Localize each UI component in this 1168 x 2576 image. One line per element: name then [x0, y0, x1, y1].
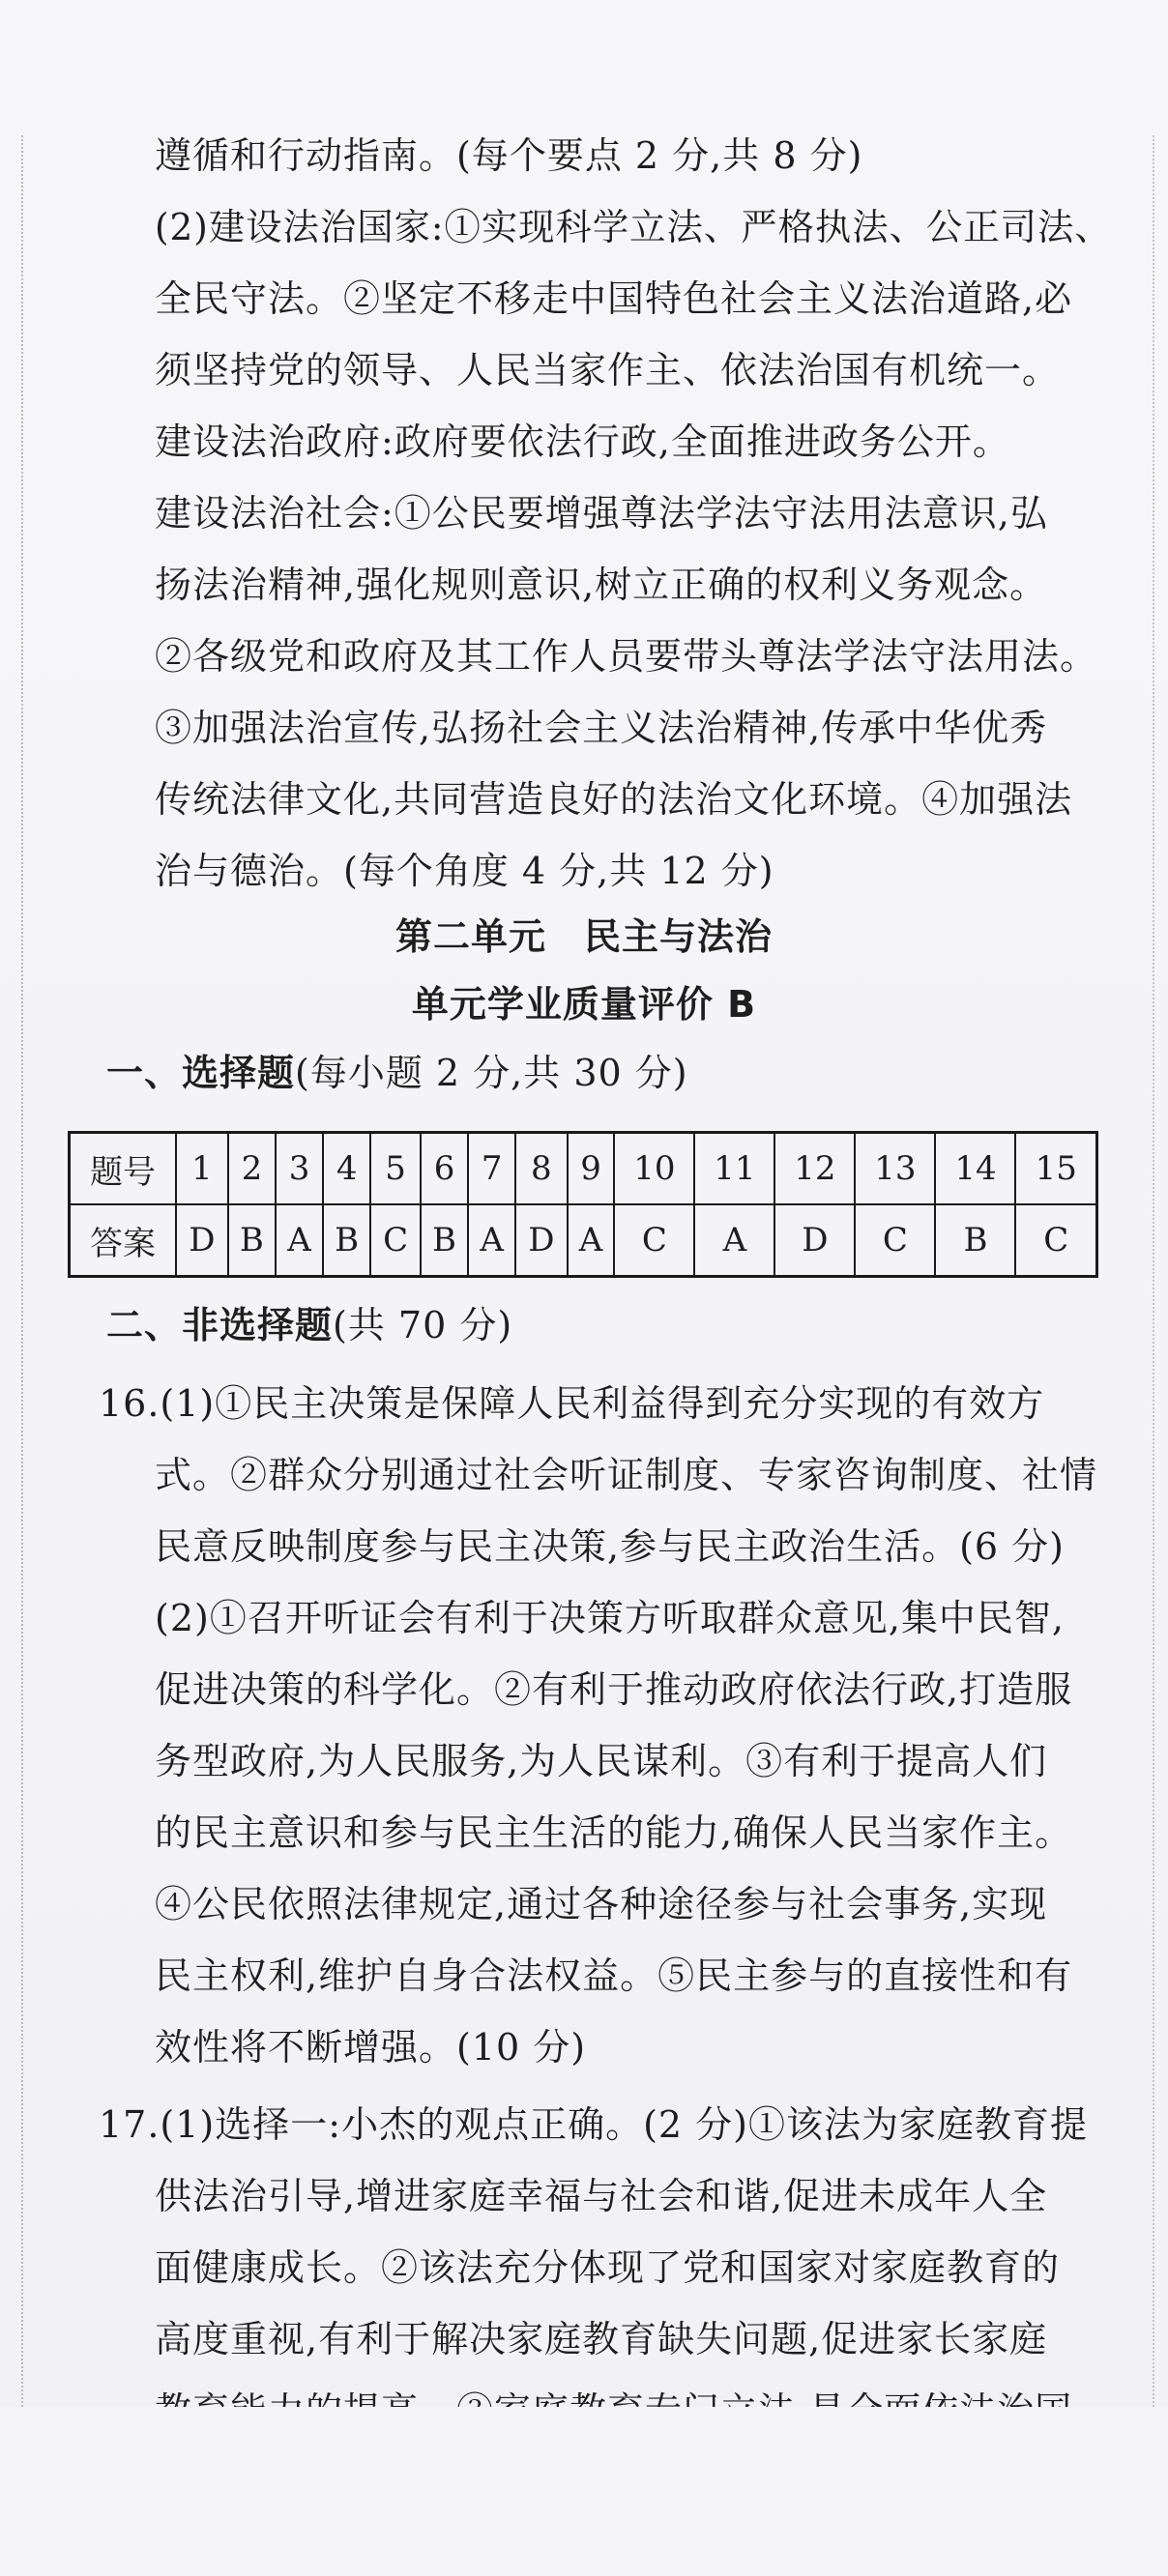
text-line: 效性将不断增强。(10 分) — [155, 2026, 587, 2069]
question-number: 3 — [276, 1133, 323, 1205]
section-2-title: 二、非选择题 — [106, 1304, 334, 1346]
answer-cell: D — [515, 1204, 568, 1277]
section-1-heading — [106, 1050, 688, 1096]
text-line: 16.(1)①民主决策是保障人民利益得到充分实现的有效方 — [99, 1382, 1045, 1425]
text-line: 建设法治政府:政府要依法行政,全面推进政务公开。 — [155, 420, 1010, 463]
answer-cell: A — [276, 1204, 323, 1277]
text-line: 17.(1)选择一:小杰的观点正确。(2 分)①该法为家庭教育提 — [99, 2103, 1088, 2146]
question-number: 5 — [370, 1133, 420, 1205]
answer-cell: A — [568, 1204, 615, 1277]
text-line: 务型政府,为人民服务,为人民谋利。③有利于提高人们 — [155, 1740, 1048, 1782]
text-line: (2)①召开听证会有利于决策方听取群众意见,集中民智, — [155, 1597, 1065, 1639]
text-line: ②各级党和政府及其工作人员要带头尊法学法守法用法。 — [155, 635, 1098, 678]
binding-margin-right — [1153, 135, 1154, 2407]
text-line: 高度重视,有利于解决家庭教育缺失问题,促进家长家庭 — [155, 2318, 1048, 2360]
question-number: 14 — [935, 1133, 1015, 1205]
text-line: 促进决策的科学化。②有利于推动政府依法行政,打造服 — [155, 1668, 1073, 1711]
answer-cell: A — [468, 1204, 515, 1277]
question-number: 12 — [774, 1133, 855, 1205]
text-line: 民主权利,维护自身合法权益。⑤民主参与的直接性和有 — [155, 1954, 1073, 1997]
unit-title: 第二单元 民主与法治 — [394, 915, 773, 958]
answer-cell: C — [370, 1204, 420, 1277]
table-row-numbers — [70, 1133, 1097, 1205]
section-2-note: (共 70 分) — [333, 1304, 513, 1346]
question-number: 9 — [568, 1133, 615, 1205]
question-number: 2 — [228, 1133, 277, 1205]
section-1-note: (每小题 2 分,共 30 分) — [295, 1052, 688, 1094]
section-1-title: 一、选择题 — [106, 1052, 296, 1094]
question-number: 8 — [515, 1133, 568, 1205]
answer-cell: A — [694, 1204, 774, 1277]
answer-cell: B — [935, 1204, 1015, 1277]
row-label-question: 题号 — [70, 1133, 177, 1205]
page-bottom-blank — [0, 2407, 1168, 2576]
text-line: 面健康成长。②该法充分体现了党和国家对家庭教育的 — [155, 2246, 1061, 2289]
text-line: 遵循和行动指南。(每个要点 2 分,共 8 分) — [155, 134, 863, 177]
table-row-answers — [70, 1204, 1097, 1277]
question-number: 15 — [1015, 1133, 1096, 1205]
answer-cell: C — [1015, 1204, 1096, 1277]
text-line: 传统法律文化,共同营造良好的法治文化环境。④加强法 — [155, 778, 1073, 821]
section-2-heading — [106, 1302, 512, 1348]
question-number: 1 — [176, 1133, 228, 1205]
text-line: 的民主意识和参与民主生活的能力,确保人民当家作主。 — [155, 1811, 1073, 1854]
text-line: 须坚持党的领导、人民当家作主、依法治国有机统一。 — [155, 349, 1061, 391]
text-line: 民意反映制度参与民主决策,参与民主政治生活。(6 分) — [155, 1525, 1065, 1568]
evaluation-title: 单元学业质量评价 B — [411, 983, 757, 1026]
text-line: 式。②群众分别通过社会听证制度、专家咨询制度、社情 — [155, 1454, 1098, 1496]
text-line: 治与德治。(每个角度 4 分,共 12 分) — [155, 850, 774, 892]
answer-cell: B — [323, 1204, 371, 1277]
answer-cell: B — [421, 1204, 469, 1277]
question-number: 10 — [614, 1133, 694, 1205]
answer-cell: C — [855, 1204, 935, 1277]
answer-cell: D — [176, 1204, 228, 1277]
question-number: 7 — [468, 1133, 515, 1205]
row-label-answer: 答案 — [70, 1204, 177, 1277]
text-line: (2)建设法治国家:①实现科学立法、严格执法、公正司法、 — [155, 206, 1112, 248]
text-line: ③加强法治宣传,弘扬社会主义法治精神,传承中华优秀 — [155, 707, 1048, 749]
text-line: 建设法治社会:①公民要增强尊法学法守法用法意识,弘 — [155, 492, 1048, 535]
question-number: 13 — [855, 1133, 935, 1205]
text-line: 供法治引导,增进家庭幸福与社会和谐,促进未成年人全 — [155, 2175, 1048, 2217]
question-number: 11 — [694, 1133, 774, 1205]
answer-table — [68, 1131, 1098, 1278]
answer-cell: B — [228, 1204, 277, 1277]
answer-cell: C — [614, 1204, 694, 1277]
question-number: 6 — [421, 1133, 469, 1205]
text-line: 全民守法。②坚定不移走中国特色社会主义法治道路,必 — [155, 277, 1073, 320]
binding-margin-left — [21, 135, 23, 2407]
answer-cell: D — [774, 1204, 855, 1277]
question-number: 4 — [323, 1133, 371, 1205]
text-line: ④公民依照法律规定,通过各种途径参与社会事务,实现 — [155, 1883, 1048, 1925]
text-line: 扬法治精神,强化规则意识,树立正确的权利义务观念。 — [155, 564, 1048, 606]
